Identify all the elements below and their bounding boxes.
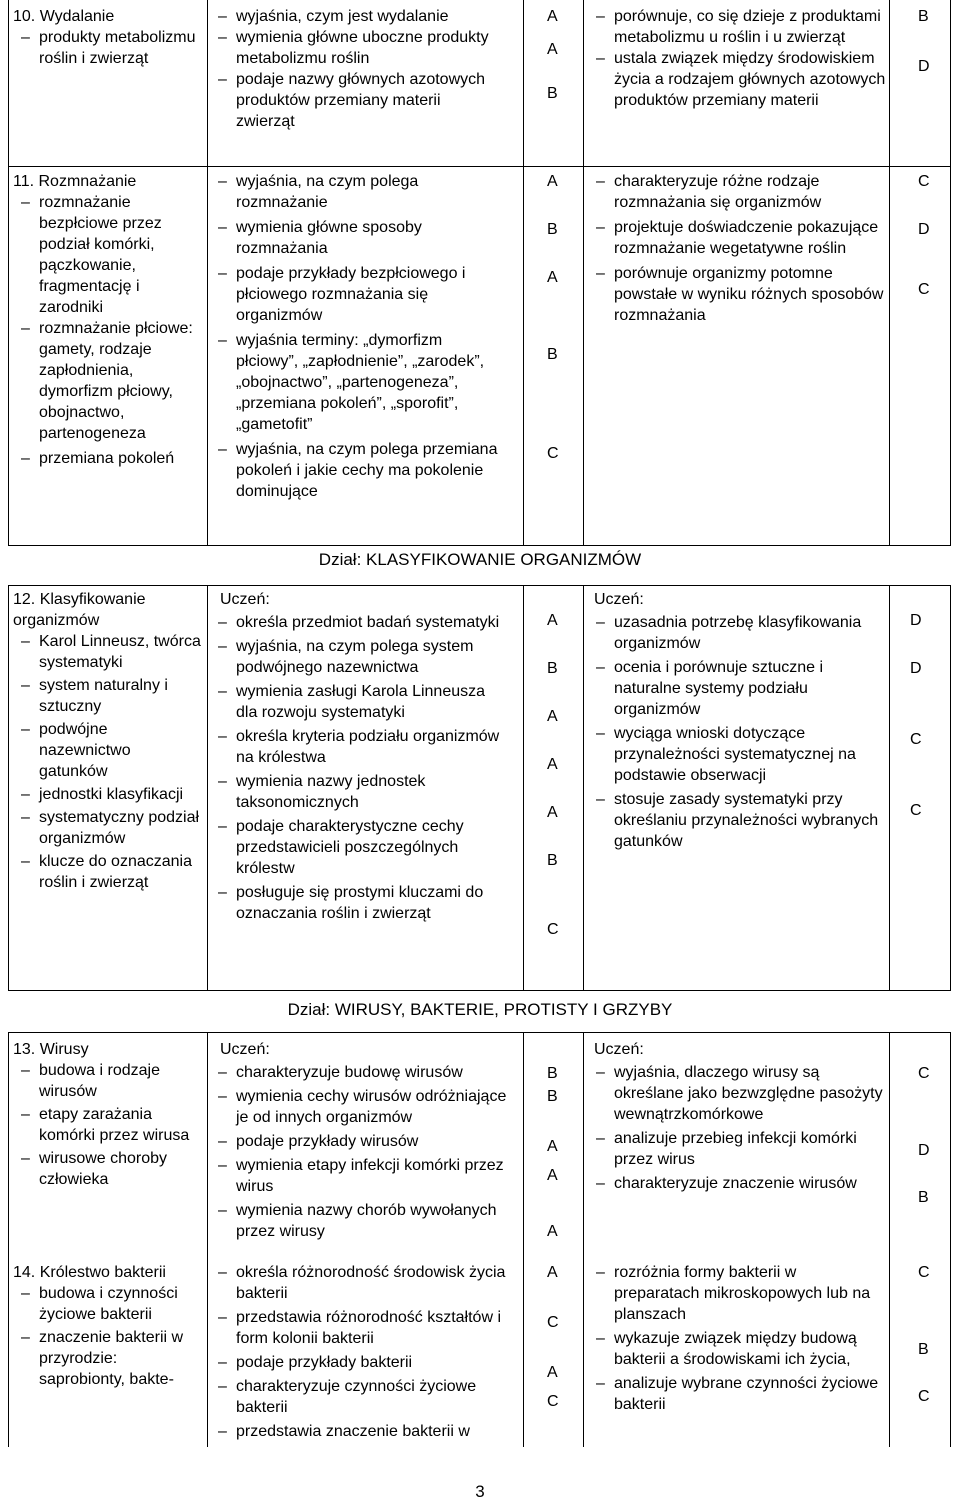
student-label: Uczeń: (220, 591, 270, 608)
grid-line (583, 0, 584, 545)
topic-item: – podwójne nazewnictwo gatunków (13, 719, 203, 782)
row-divider (8, 166, 951, 167)
requirement-level: D (918, 1142, 930, 1159)
requirement-level: B (547, 1065, 558, 1082)
student-label: Uczeń: (594, 1041, 644, 1058)
requirement: – stosuje zasady systematyki przy określaniu przynależności wybranych gatunków (586, 789, 886, 852)
requirement: – podaje przykłady bakterii (208, 1352, 508, 1373)
requirement-level: A (547, 756, 558, 773)
basic-levels-cell (547, 1039, 577, 1242)
requirement: – porównuje organizmy potomne powstałe w wyniku różnych sposobów rozmnażania (586, 263, 886, 326)
grid-line (583, 1032, 584, 1447)
requirement-level: D (918, 221, 930, 238)
extended-levels-cell (918, 171, 948, 300)
requirement-level: C (910, 802, 922, 819)
topic-item: – etapy zarażania komórki przez wirusa (13, 1104, 203, 1146)
requirement: – podaje przykłady wirusów (208, 1131, 508, 1152)
grid-line (889, 0, 890, 545)
basic-requirements-cell (208, 1039, 508, 1242)
requirement-level: A (547, 1138, 558, 1155)
requirement-level: D (910, 660, 922, 677)
topic-title: 14. Królestwo bakterii (13, 1264, 166, 1281)
topic-cell (13, 589, 203, 893)
topic-item: – rozmnażanie bezpłciowe przez podział komórki, pączkowanie, fragmentację i zarodniki (13, 192, 203, 318)
requirement: – określa przedmiot badań systematyki (208, 612, 503, 633)
extended-requirements-cell (586, 6, 886, 111)
requirement-level: C (918, 1388, 930, 1405)
basic-requirements-cell (208, 589, 503, 924)
topic-item: – budowa i rodzaje wirusów (13, 1060, 203, 1102)
requirement-level: A (547, 612, 558, 629)
topic-cell (13, 1039, 203, 1190)
basic-requirements-cell (208, 171, 503, 502)
basic-requirements-cell (208, 1262, 508, 1442)
requirement: – analizuje przebieg infekcji komórki przez wirus (586, 1128, 886, 1170)
section-heading: Dział: WIRUSY, BAKTERIE, PROTISTY I GRZYBY (287, 1000, 673, 1019)
requirement: – wymienia główne uboczne produkty metabolizmu roślin (208, 27, 498, 69)
requirement-level: A (547, 8, 558, 25)
extended-levels-cell (910, 589, 946, 821)
requirement: – charakteryzuje różne rodzaje rozmnażania się organizmów (586, 171, 886, 213)
grid-line (950, 0, 951, 545)
requirement: – wymienia cechy wirusów odróżniające je od innych organizmów (208, 1086, 508, 1128)
topic-item: – systematyczny podział organizmów (13, 807, 203, 849)
requirement-level: B (547, 85, 558, 102)
topic-item: – rozmnażanie płciowe: gamety, rodzaje zapłodnienia, dymorfizm płciowy, obojnactwo, partenogeneza (13, 318, 203, 444)
topic-cell (13, 6, 203, 69)
requirement: – podaje charakterystyczne cechy przedstawicieli poszczególnych królestw (208, 816, 503, 879)
requirement-level: A (547, 1223, 558, 1240)
requirement: – określa różnorodność środowisk życia bakterii (208, 1262, 508, 1304)
requirement: – analizuje wybrane czynności życiowe bakterii (586, 1373, 886, 1415)
requirement: – uzasadnia potrzebę klasyfikowania organizmów (586, 612, 886, 654)
topic-item: – przemiana pokoleń (13, 448, 203, 469)
topic-item: – system naturalny i sztuczny (13, 675, 203, 717)
requirement-level: D (910, 612, 922, 629)
requirement-level: D (918, 58, 930, 75)
requirement: – wyjaśnia terminy: „dymorfizm płciowy”, „zapłodnienie”, „zarodek”, „obojnactwo”, „partenogeneza”, „przemiana pokoleń”, „sporofit”, „gametofit” (208, 330, 503, 435)
requirement: – wyjaśnia, dlaczego wirusy są określane jako bezwzględne pasożyty wewnątrzkomórkowe (586, 1062, 886, 1125)
requirement: – wymienia etapy infekcji komórki przez wirus (208, 1155, 508, 1197)
section-heading: Dział: KLASYFIKOWANIE ORGANIZMÓW (318, 550, 642, 569)
requirement-level: B (918, 1189, 929, 1206)
requirement: – wymienia główne sposoby rozmnażania (208, 217, 503, 259)
extended-requirements-cell (586, 171, 886, 326)
requirement-level: A (547, 804, 558, 821)
requirement: – wymienia zasługi Karola Linneusza dla rozwoju systematyki (208, 681, 503, 723)
requirement-level: A (547, 708, 558, 725)
basic-levels-cell (547, 1262, 577, 1412)
topic-title: 12. Klasyfikowanie organizmów (13, 591, 146, 629)
requirement: – podaje przykłady bezpłciowego i płciowego rozmnażania się organizmów (208, 263, 503, 326)
page-number: 3 (475, 1482, 485, 1501)
row-divider (8, 990, 951, 991)
basic-levels-cell (547, 589, 577, 940)
requirement-level: B (547, 852, 558, 869)
requirement: – wykazuje związek między budową bakterii a środowiskami ich życia, (586, 1328, 886, 1370)
basic-levels-cell (547, 171, 577, 464)
extended-requirements-cell (586, 1039, 886, 1194)
row-divider (8, 585, 951, 586)
requirement-level: A (547, 1264, 558, 1281)
grid-line (8, 0, 9, 545)
requirement-level: C (547, 1393, 559, 1410)
requirement: – wyciąga wnioski dotyczące przynależności systematycznej na podstawie obserwacji (586, 723, 886, 786)
topic-item: – klucze do oznaczania roślin i zwierząt (13, 851, 203, 893)
requirement-level: B (918, 1341, 929, 1358)
requirement: – charakteryzuje znaczenie wirusów (586, 1173, 886, 1194)
requirement-level: C (547, 1314, 559, 1331)
requirement-level: C (918, 1264, 930, 1281)
topic-cell (13, 171, 203, 469)
requirement-level: B (547, 346, 558, 363)
grid-line (8, 1032, 9, 1447)
topic-item: – znaczenie bakterii w przyrodzie: saprobionty, bakte- (13, 1327, 203, 1390)
requirement: – wyjaśnia, czym jest wydalanie (208, 6, 498, 27)
requirement-level: B (547, 221, 558, 238)
topic-title: 11. Rozmnażanie (13, 173, 137, 190)
grid-line (889, 1032, 890, 1447)
student-label: Uczeń: (220, 1041, 270, 1058)
topic-item: – Karol Linneusz, twórca systematyki (13, 631, 203, 673)
grid-line (523, 0, 524, 545)
grid-line (523, 1032, 524, 1447)
student-label: Uczeń: (594, 591, 644, 608)
requirement: – projektuje doświadczenie pokazujące rozmnażanie wegetatywne roślin (586, 217, 886, 259)
row-divider (8, 545, 951, 546)
extended-levels-cell (918, 6, 948, 77)
requirement: – charakteryzuje budowę wirusów (208, 1062, 508, 1083)
topic-item: – wirusowe choroby człowieka (13, 1148, 203, 1190)
requirement-level: A (547, 269, 558, 286)
requirement-level: A (547, 1364, 558, 1381)
requirement: – podaje nazwy głównych azotowych produktów przemiany materii zwierząt (208, 69, 498, 132)
requirement: – rozróżnia formy bakterii w preparatach mikroskopowych lub na planszach (586, 1262, 886, 1325)
requirement-level: C (547, 445, 559, 462)
grid-line (523, 585, 524, 990)
requirement-level: A (547, 173, 558, 190)
requirement-level: C (918, 281, 930, 298)
requirement: – wymienia nazwy jednostek taksonomicznych (208, 771, 503, 813)
grid-line (950, 1032, 951, 1447)
requirement: – wymienia nazwy chorób wywołanych przez wirusy (208, 1200, 508, 1242)
topic-item: – jednostki klasyfikacji (13, 784, 203, 805)
topic-title: 13. Wirusy (13, 1041, 89, 1058)
requirement-level: B (918, 8, 929, 25)
topic-item: – produkty metabolizmu roślin i zwierząt (13, 27, 203, 69)
extended-requirements-cell (586, 589, 886, 852)
topic-cell (13, 1262, 203, 1390)
requirement: – wyjaśnia, na czym polega przemiana pokoleń i jakie cechy ma pokolenie dominujące (208, 439, 503, 502)
requirement-level: C (910, 731, 922, 748)
requirement-level: C (547, 921, 559, 938)
requirement-level: A (547, 1167, 558, 1184)
grid-line (8, 585, 9, 990)
requirement: – ustala związek między środowiskiem życia a rodzajem głównych azotowych produktów przemiany materii (586, 48, 886, 111)
extended-levels-cell (918, 1039, 948, 1208)
requirement: – posługuje się prostymi kluczami do oznaczania roślin i zwierząt (208, 882, 503, 924)
requirement: – charakteryzuje czynności życiowe bakterii (208, 1376, 508, 1418)
grid-line (889, 585, 890, 990)
requirement: – przedstawia różnorodność kształtów i form kolonii bakterii (208, 1307, 508, 1349)
grid-line (583, 585, 584, 990)
requirement: – wyjaśnia, na czym polega system podwójnego nazewnictwa (208, 636, 503, 678)
requirement-level: C (918, 173, 930, 190)
extended-requirements-cell (586, 1262, 886, 1415)
topic-item: – budowa i czynności życiowe bakterii (13, 1283, 203, 1325)
requirement: – określa kryteria podziału organizmów na królestwa (208, 726, 503, 768)
basic-levels-cell (547, 6, 577, 104)
requirement-level: B (547, 1088, 558, 1105)
extended-levels-cell (918, 1262, 948, 1407)
requirement-level: C (918, 1065, 930, 1082)
requirement: – ocenia i porównuje sztuczne i naturalne systemy podziału organizmów (586, 657, 886, 720)
grid-line (950, 585, 951, 990)
requirement: – porównuje, co się dzieje z produktami metabolizmu u roślin i u zwierząt (586, 6, 886, 48)
basic-requirements-cell (208, 6, 498, 132)
row-divider (8, 1032, 951, 1033)
requirement-level: A (547, 41, 558, 58)
requirement-level: B (547, 660, 558, 677)
requirement: – wyjaśnia, na czym polega rozmnażanie (208, 171, 503, 213)
requirement: – przedstawia znaczenie bakterii w (208, 1421, 508, 1442)
topic-title: 10. Wydalanie (13, 8, 115, 25)
